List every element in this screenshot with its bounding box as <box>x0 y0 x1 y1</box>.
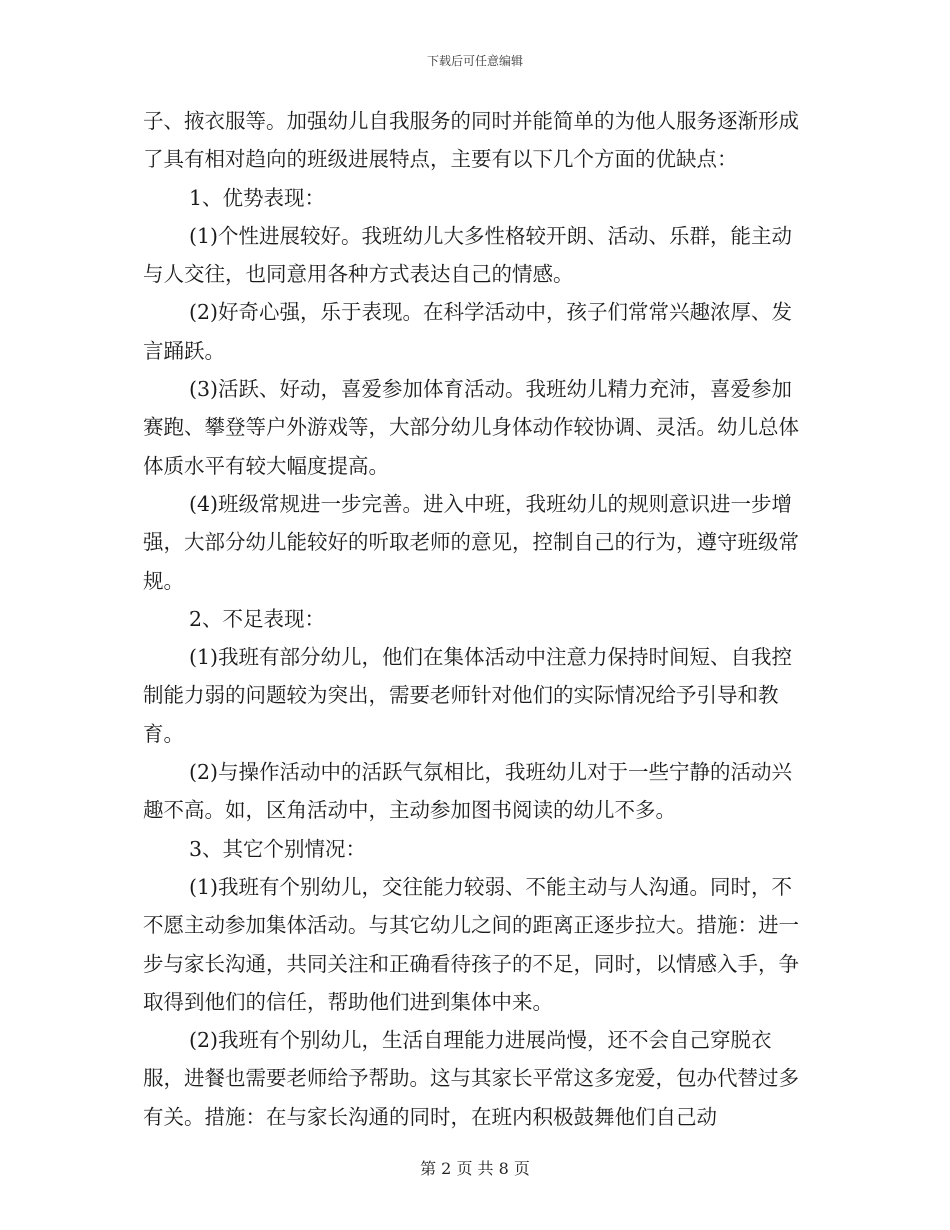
paragraph: (1)我班有部分幼儿，他们在集体活动中注意力保持时间短、自我控制能力弱的问题较为突出，需要老师针对他们的实际情况给予引导和教育。 <box>143 645 793 746</box>
paragraph: (1)个性进展较好。我班幼儿大多性格较开朗、活动、乐群，能主动与人交往，也同意用各种方式表达自己的情感。 <box>143 223 793 287</box>
paragraph: (3)活跃、好动，喜爱参加体育活动。我班幼儿精力充沛，喜爱参加赛跑、攀登等户外游戏等，大部分幼儿身体动作较协调、灵活。幼儿总体体质水平有较大幅度提高。 <box>143 377 799 478</box>
page-number-footer: 第 2 页 共 8 页 <box>420 1159 530 1178</box>
paragraph: (1)我班有个别幼儿，交往能力较弱、不能主动与人沟通。同时，不不愿主动参加集体活动。与其它幼儿之间的距离正逐步拉大。措施：进一步与家长沟通，共同关注和正确看待孩子的不足，同时，以情感入手，争取得到他们的信任，帮助他们进到集体中来。 <box>143 874 799 1014</box>
paragraph: 子、掖衣服等。加强幼儿自我服务的同时并能简单的为他人服务逐渐形成了具有相对趋向的班级进展特点，主要有以下几个方面的优缺点： <box>143 109 799 172</box>
paragraph: (2)我班有个别幼儿，生活自理能力进展尚慢，还不会自己穿脱衣服，进餐也需要老师给予帮助。这与其家长平常这多宠爱，包办代替过多有关。措施：在与家长沟通的同时，在班内积极鼓舞他们自己动 <box>143 1028 799 1129</box>
paragraph: (2)与操作活动中的活跃气氛相比，我班幼儿对于一些宁静的活动兴趣不高。如，区角活动中，主动参加图书阅读的幼儿不多。 <box>143 760 793 823</box>
paragraph: (2)好奇心强，乐于表现。在科学活动中，孩子们常常兴趣浓厚、发言踊跃。 <box>143 300 793 363</box>
paragraph: 1、优势表现： <box>189 185 326 210</box>
document-body <box>143 102 809 1136</box>
paragraph: 2、不足表现： <box>189 606 326 631</box>
paragraph: 3、其它个别情况： <box>189 836 367 861</box>
paragraph: (4)班级常规进一步完善。进入中班，我班幼儿的规则意识进一步增强，大部分幼儿能较好的听取老师的意见，控制自己的行为，遵守班级常规。 <box>143 491 799 593</box>
page-header-note: 下载后可任意编辑 <box>426 54 523 68</box>
